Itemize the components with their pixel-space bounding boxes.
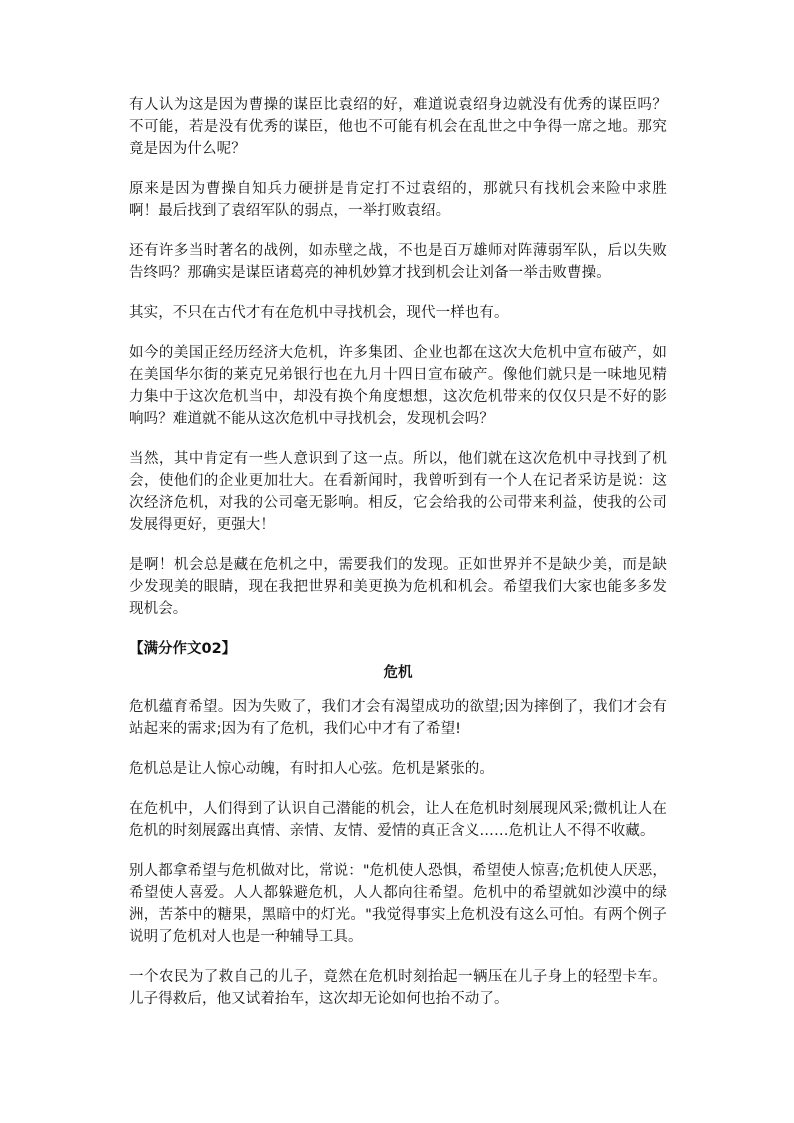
section-heading: 【满分作文02】 — [129, 641, 237, 657]
paragraph: 其实，不只在古代才有在危机中寻找机会，现代一样也有。 — [129, 305, 509, 321]
paragraph: 有人认为这是因为曹操的谋臣比袁绍的好，难道说袁绍身边就没有优秀的谋臣吗？不可能，若是没有优秀的谋臣，他也不可能有机会在乱世之中争得一席之地。那究竟是因为什么呢？ — [129, 97, 667, 157]
paragraph: 当然，其中肯定有一些人意识到了这一点。所以，他们就在这次危机中寻找到了机会，使他们的企业更加壮大。在看新闻时，我曾听到有一个人在记者采访是说：这次经济危机，对我的公司毫无影响。相反，它会给我的公司带来利益，使我的公司发展得更好，更强大！ — [129, 451, 667, 533]
article-title: 危机 — [383, 665, 413, 681]
paragraph: 在危机中，人们得到了认识自己潜能的机会，让人在危机时刻展现风采;微机让人在危机的时刻展露出真情、亲情、友情、爱情的真正含义……危机让人不得不收藏。 — [129, 801, 667, 839]
paragraph: 是啊！机会总是藏在危机之中，需要我们的发现。正如世界并不是缺少美，而是缺少发现美的眼睛，现在我把世界和美更换为危机和机会。希望我们大家也能多多发现机会。 — [129, 557, 667, 617]
paragraph: 如今的美国正经历经济大危机，许多集团、企业也都在这次大危机中宣布破产，如在美国华尔街的莱克兄弟银行也在九月十四日宣布破产。像他们就只是一味地见精力集中于这次危机当中，却没有换个角度想想，这次危机带来的仅仅只是不好的影响吗？难道就不能从这次危机中寻找机会，发现机会吗？ — [129, 345, 667, 427]
document-page — [129, 94, 667, 1028]
paragraph: 别人都拿希望与危机做对比，常说："危机使人恐惧，希望使人惊喜;危机使人厌恶，希望使人喜爱。人人都躲避危机，人人都向往希望。危机中的希望就如沙漠中的绿洲，苦茶中的糖果，黑暗中的灯光。"我觉得事实上危机没有这么可怕。有两个例子说明了危机对人也是一种辅导工具。 — [129, 863, 667, 945]
paragraph: 原来是因为曹操自知兵力硬拼是肯定打不过袁绍的，那就只有找机会来险中求胜啊！最后找到了袁绍军队的弱点，一举打败袁绍。 — [129, 181, 667, 219]
paragraph: 还有许多当时著名的战例，如赤壁之战，不也是百万雄师对阵薄弱军队，后以失败告终吗？那确实是谋臣诸葛亮的神机妙算才找到机会让刘备一举击败曹操。 — [129, 243, 667, 281]
paragraph: 危机蕴育希望。因为失败了，我们才会有渴望成功的欲望;因为摔倒了，我们才会有站起来的需求;因为有了危机，我们心中才有了希望! — [129, 699, 667, 737]
paragraph: 一个农民为了救自己的儿子，竟然在危机时刻抬起一辆压在儿子身上的轻型卡车。儿子得救后，他又试着抬车，这次却无论如何也抬不动了。 — [129, 969, 667, 1007]
paragraph: 危机总是让人惊心动魄，有时扣人心弦。危机是紧张的。 — [129, 761, 494, 777]
